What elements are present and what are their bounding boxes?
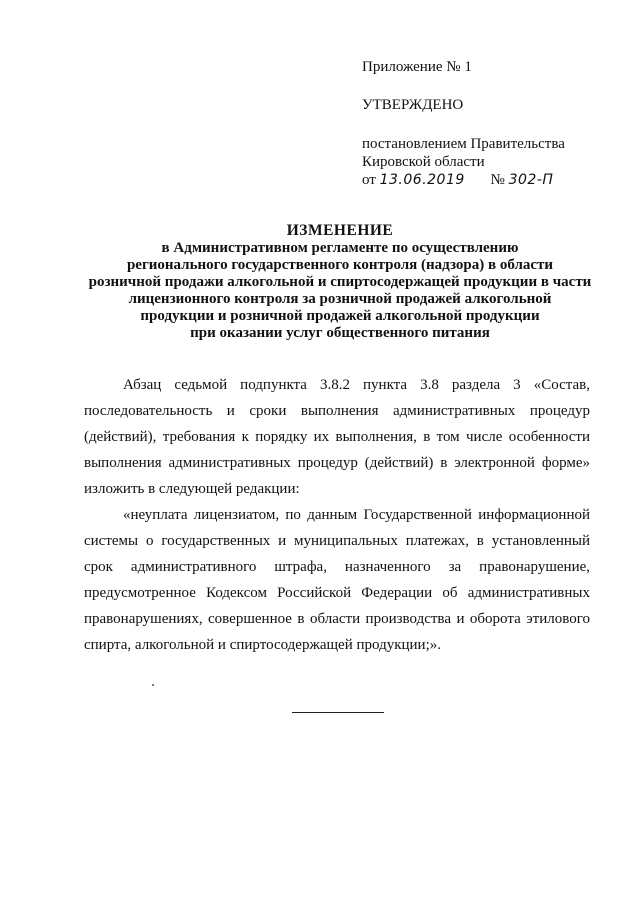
title-line: лицензионного контроля за розничной продажей алкогольной	[128, 291, 552, 307]
decree-line-2: Кировской области	[362, 154, 485, 170]
approval-stamp	[362, 58, 622, 189]
date-prefix: от	[362, 172, 376, 188]
approved-label: УТВЕРЖДЕНО	[362, 97, 464, 113]
scan-speck	[152, 684, 154, 686]
title-line: розничной продажи алкогольной и спиртосодержащей продукции в части	[88, 274, 592, 290]
title-heading: ИЗМЕНЕНИЕ	[286, 222, 394, 239]
title-line: регионального государственного контроля (надзора) в области	[126, 257, 554, 273]
annex-number: Приложение № 1	[362, 59, 472, 75]
body-paragraph-1: Абзац седьмой подпункта 3.8.2 пункта 3.8 раздела 3 «Состав, последовательность и сроки выполнения административных процедур (действий), требования к порядку их выполнения, в том числе особенности выполнения административных процедур (действий) в электронной форме» изложить в следующей редакции:	[84, 377, 590, 497]
decree-date-number	[362, 171, 622, 189]
decree-reference	[362, 135, 622, 189]
handwritten-number: 302-П	[508, 172, 554, 188]
closing-rule	[292, 712, 384, 713]
body-paragraph-2: «неуплата лицензиатом, по данным Государственной информационной системы о государственных и муниципальных платежах, в установленный срок административного штрафа, назначенного за правонарушение, предусмотренное Кодексом Российской Федерации об административных правонарушениях, совершенное в области производства и оборота этилового спирта, алкогольной и спиртосодержащей продукции;».	[84, 507, 590, 653]
title-line: при оказании услуг общественного питания	[190, 325, 490, 341]
title-line: продукции и розничной продажей алкогольной продукции	[140, 308, 540, 324]
handwritten-date: 13.06.2019	[379, 172, 465, 188]
document-body	[84, 372, 590, 658]
decree-line-1: постановлением Правительства	[362, 136, 565, 152]
number-prefix: №	[490, 172, 505, 188]
document-title	[60, 222, 620, 342]
title-line: в Административном регламенте по осуществлению	[161, 240, 519, 256]
